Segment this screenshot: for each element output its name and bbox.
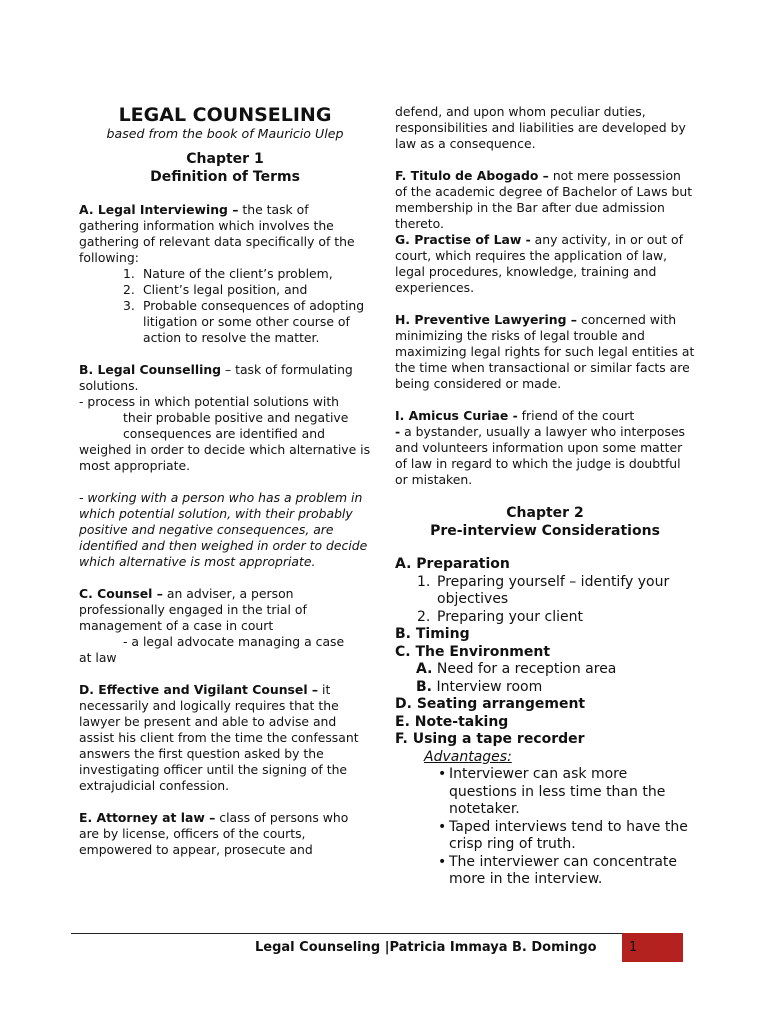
list-item: 2. Preparing your client [417, 608, 583, 625]
chapter-2-title: Pre-interview Considerations [430, 523, 660, 539]
definition-text: a bystander, usually a lawyer who interposes and volunteers information upon some matter of law in regard to which the judge is doubtful or mistaken. [395, 424, 686, 487]
term-amicus-curiae: I. Amicus Curiae - [395, 408, 518, 423]
definition-text: it necessarily and logically requires that the lawyer be present and able to advise and assist his client from the time the confessant answers the first question asked by the investigating officer until the signing of the extrajudicial confession. [79, 682, 359, 793]
bullet-text: Interviewer can ask more questions in less time than the notetaker. [449, 766, 666, 817]
counselling-process-line: weighed in order to decide which alternative is most appropriate. [79, 442, 371, 473]
amicus-curiae-second-def [395, 424, 695, 488]
advantage-bullet [395, 766, 695, 819]
item-text: Interview room [436, 678, 543, 695]
list-item: 2. Client’s legal position, and [123, 282, 308, 297]
counsel-second-def-cont: at law [79, 650, 117, 665]
item-text: Need for a reception area [436, 661, 617, 677]
chapter-1-title: Definition of Terms [150, 169, 300, 185]
list-item: 3. Probable consequences of adopting litigation or some other course of action to resolve the matter. [123, 298, 365, 345]
definition-text: the task of gathering information which involves the gathering of relevant data specifically of the following: [79, 202, 355, 265]
bullet-icon: • [438, 818, 447, 835]
document-subtitle: based from the book of Mauricio Ulep [106, 126, 344, 141]
interviewing-list [79, 266, 371, 346]
list-item: 1. Nature of the client’s problem, [123, 266, 333, 281]
definition-attorney-at-law [79, 810, 371, 858]
counsel-second-def: - a legal advocate managing a case [123, 634, 345, 649]
definition-preventive-lawyering [395, 312, 695, 392]
chapter-2-number: Chapter 2 [506, 505, 584, 521]
list-item-text: Preparing yourself – identify your [437, 573, 670, 590]
advantage-bullet [395, 819, 695, 854]
definition-effective-counsel [79, 682, 371, 794]
list-item-text: objectives [437, 591, 509, 607]
definition-text: class of persons who are by license, officers of the courts, empowered to appear, prosecute and [79, 810, 349, 857]
definition-legal-interviewing [79, 202, 371, 266]
bullet-text: Taped interviews tend to have the crisp ring of truth. [449, 818, 688, 852]
item-letter: B. [416, 678, 432, 695]
definition-text: any activity, in or out of court, which requires the application of law, legal procedures, knowledge, training and experiences. [395, 232, 683, 295]
outline-heading-seating: D. Seating arrangement [395, 696, 586, 712]
environment-item-reception [395, 661, 695, 679]
list-item-text: Client’s legal position, and [143, 282, 308, 297]
dash-marker: - [395, 424, 401, 439]
definition-text: concerned with minimizing the risks of legal trouble and maximizing legal rights for such legal entities at the time when transactional or similar facts are being considered or made. [395, 312, 695, 391]
list-item: 1. Preparing yourself – identify your objectives [417, 573, 670, 607]
definition-titulo-de-abogado [395, 168, 695, 232]
advantages-label: Advantages: [424, 748, 512, 765]
outline-heading-preparation: A. Preparation [395, 556, 510, 572]
right-column [395, 104, 695, 889]
list-item-text: Probable consequences of adopting litigation or some other course of action to resolve the matter. [143, 298, 365, 345]
list-item-text: Nature of the client’s problem, [143, 266, 333, 281]
item-letter: A. [416, 661, 433, 677]
term-preventive-lawyering: H. Preventive Lawyering – [395, 312, 577, 327]
definition-legal-counselling [79, 362, 371, 394]
counselling-process-line: their probable positive and negative consequences are identified and [123, 410, 349, 441]
environment-item-interview-room [395, 679, 695, 697]
list-item-text: Preparing your client [437, 608, 583, 625]
term-counsel: C. Counsel – [79, 586, 163, 601]
definition-text: not mere possession of the academic degree of Bachelor of Laws but membership in the Bar after due admission thereto. [395, 168, 693, 231]
page-number: 1 [629, 940, 638, 955]
bullet-icon: • [438, 853, 447, 870]
bullet-text: The interviewer can concentrate more in the interview. [449, 853, 678, 887]
outline-heading-note-taking: E. Note-taking [395, 713, 509, 730]
definition-amicus-curiae [395, 408, 695, 424]
term-titulo-de-abogado: F. Titulo de Abogado – [395, 168, 549, 183]
footer-divider [71, 933, 683, 934]
outline-heading-tape-recorder: F. Using a tape recorder [395, 731, 585, 747]
outline-heading-environment: C. The Environment [395, 643, 551, 660]
definition-practise-of-law [395, 232, 695, 296]
document-title: LEGAL COUNSELING [118, 104, 332, 126]
term-legal-interviewing: A. Legal Interviewing – [79, 202, 239, 217]
term-effective-counsel: D. Effective and Vigilant Counsel – [79, 682, 319, 697]
attorney-definition-continued: defend, and upon whom peculiar duties, responsibilities and liabilities are developed by law as a consequence. [395, 104, 686, 151]
term-legal-counselling: B. Legal Counselling [79, 362, 222, 377]
advantage-bullet [395, 854, 695, 889]
left-column [79, 104, 371, 858]
term-practise-of-law: G. Practise of Law - [395, 232, 531, 247]
counselling-process-line: - process in which potential solutions with [79, 394, 340, 409]
footer-text: Legal Counseling |Patricia Immaya B. Domingo [255, 940, 597, 955]
bullet-icon: • [438, 766, 447, 782]
term-attorney-at-law: E. Attorney at law – [79, 810, 216, 825]
definition-text: – task of formulating solutions. [79, 362, 353, 393]
counselling-italic-note: - working with a person who has a problem in which potential solution, with their probably positive and negative consequences, are identified and then weighed in order to decide which alternative is most appropriate. [79, 490, 368, 569]
chapter-1-number: Chapter 1 [186, 151, 264, 167]
outline-heading-timing: B. Timing [395, 626, 470, 642]
definition-text: friend of the court [517, 408, 635, 423]
definition-text: an adviser, a person professionally engaged in the trial of management of a case in court [79, 586, 307, 633]
definition-counsel [79, 586, 371, 634]
pre-interview-outline [395, 556, 695, 889]
